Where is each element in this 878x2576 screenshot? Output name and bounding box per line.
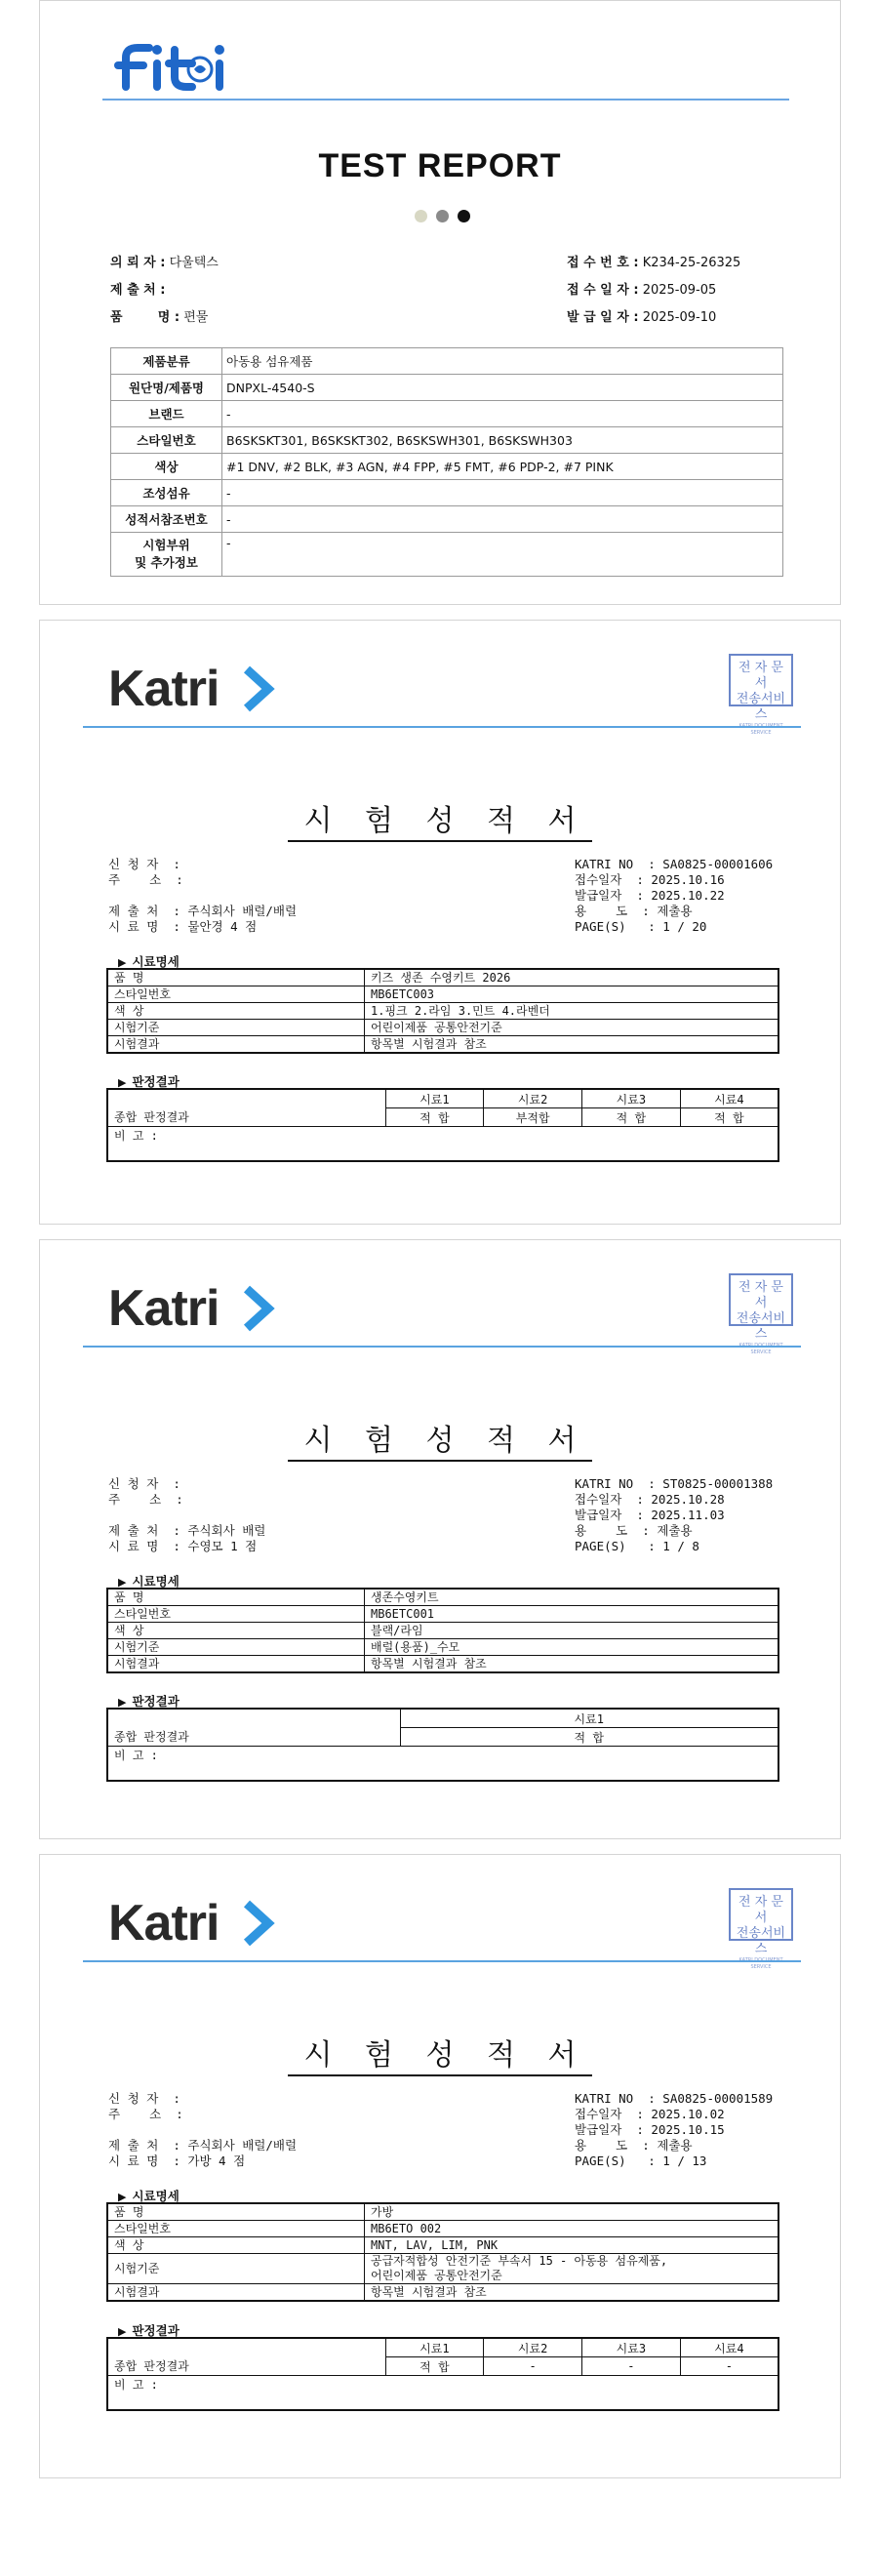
product-info-label: 성적서참조번호 (111, 506, 222, 533)
product-info-row (111, 533, 783, 577)
item-row (110, 306, 208, 325)
sample-header: 시료3 (582, 1089, 681, 1108)
client-key: 의 뢰 자 : (110, 256, 166, 270)
header-divider (102, 99, 789, 101)
sample-verdict: 적 합 (400, 1728, 778, 1747)
product-info-label: 색상 (111, 454, 222, 480)
sample-verdict: 적 합 (582, 1108, 681, 1127)
stamp-line-1: 전 자 문 서 (738, 661, 783, 691)
specimen-row (107, 2284, 778, 2302)
product-info-value: - (222, 480, 783, 506)
specimen-row (107, 1589, 778, 1606)
katri-report-card (39, 620, 841, 1225)
judgement-table (106, 1708, 779, 1782)
specimen-label: 색 상 (107, 2237, 365, 2254)
header-divider (83, 726, 801, 728)
chevron-right-icon (243, 665, 276, 712)
specimen-label: 스타일번호 (107, 1606, 365, 1623)
specimen-value: MB6ETO 002 (365, 2221, 779, 2237)
specimen-label: 시험기준 (107, 2254, 365, 2284)
fiti-logo (110, 38, 237, 93)
specimen-value: 생존수영키트 (365, 1589, 779, 1606)
specimen-section-title: ▶ 시료명세 (118, 2187, 180, 2204)
dot-2 (436, 210, 449, 222)
specimen-row (107, 969, 778, 986)
product-info-row (111, 348, 783, 375)
client-row (110, 252, 219, 270)
specimen-row (107, 1036, 778, 1054)
product-info-row (111, 427, 783, 454)
product-info-value: - (222, 401, 783, 427)
sample-header: 시료4 (680, 2338, 778, 2357)
specimen-label: 품 명 (107, 2203, 365, 2221)
stamp-small-text: SERVICE (750, 1964, 772, 1970)
product-info-row (111, 375, 783, 401)
product-info-row (111, 506, 783, 533)
katri-logo: Katri (108, 1280, 220, 1337)
overall-result-label: 종합 판정결과 (107, 1108, 385, 1127)
overall-result-row (107, 1728, 778, 1747)
specimen-label: 색 상 (107, 1623, 365, 1639)
specimen-label: 시험기준 (107, 1020, 365, 1036)
chevron-right-icon (243, 1900, 276, 1947)
specimen-value: 가방 (365, 2203, 779, 2221)
sample-header: 시료2 (484, 1089, 582, 1108)
chevron-right-icon (243, 1285, 276, 1332)
memo-label: 비 고 : (107, 1127, 778, 1162)
judgement-header-blank (107, 1089, 385, 1108)
specimen-value: 항목별 시험결과 참조 (365, 1036, 779, 1054)
stamp-small-text: SERVICE (750, 1349, 772, 1355)
sample-header: 시료2 (484, 2338, 582, 2357)
specimen-label: 스타일번호 (107, 2221, 365, 2237)
report-title (40, 796, 840, 839)
katri-logo: Katri (108, 1895, 220, 1952)
issue-date-key: 발 급 일 자 : (567, 310, 639, 325)
submitter-key: 제 출 처 : (110, 283, 166, 298)
applicant-block: 신 청 자 : 주 소 : 제 출 처 : 주식회사 배럴 시 료 명 : 수영모 1 점 (108, 1476, 266, 1553)
stamp-line-2: 전송서비스 (736, 692, 786, 722)
specimen-row (107, 986, 778, 1003)
dot-3 (458, 210, 470, 222)
specimen-label: 색 상 (107, 1003, 365, 1020)
sample-header: 시료1 (400, 1709, 778, 1728)
receipt-no-value: K234-25-26325 (642, 256, 741, 270)
report-info-block: KATRI NO : SA0825-00001606 접수일자 : 2025.10.16 발급일자 : 2025.10.22 용 도 : 제출용 PAGE(S) : 1 / 20 (575, 857, 774, 934)
submitter-row (110, 279, 165, 298)
judgement-header-row (107, 1709, 778, 1728)
header-divider (83, 1960, 801, 1962)
receipt-no-row (567, 252, 740, 270)
specimen-value: 1.핑크 2.라임 3.민트 4.라벤더 (365, 1003, 779, 1020)
katri-logo: Katri (108, 661, 220, 717)
judgement-header-row (107, 1089, 778, 1108)
specimen-section-title: ▶ 시료명세 (118, 952, 180, 970)
specimen-value: 블랙/라임 (365, 1623, 779, 1639)
product-info-value: 아동용 섬유제품 (222, 348, 783, 375)
product-info-row (111, 480, 783, 506)
overall-result-label: 종합 판정결과 (107, 1728, 400, 1747)
overall-result-row (107, 1108, 778, 1127)
specimen-label: 시험결과 (107, 1656, 365, 1673)
e-document-stamp (729, 1888, 793, 1970)
specimen-table (106, 2202, 779, 2302)
specimen-value: MNT, LAV, LIM, PNK (365, 2237, 779, 2254)
item-value: 편물 (183, 310, 209, 325)
judgement-table (106, 1088, 779, 1162)
specimen-value: 항목별 시험결과 참조 (365, 1656, 779, 1673)
product-info-value: - (222, 506, 783, 533)
specimen-row (107, 1656, 778, 1673)
stamp-line-1: 전 자 문 서 (738, 1895, 783, 1925)
product-info-value: B6SKSKT301, B6SKSKT302, B6SKSWH301, B6SKSWH303 (222, 427, 783, 454)
sample-header: 시료3 (582, 2338, 681, 2357)
specimen-label: 스타일번호 (107, 986, 365, 1003)
sample-verdict: - (582, 2357, 681, 2376)
sample-header: 시료1 (385, 1089, 484, 1108)
memo-label: 비 고 : (107, 1747, 778, 1782)
dot-1 (415, 210, 427, 222)
overall-result-label: 종합 판정결과 (107, 2357, 385, 2376)
specimen-row (107, 2254, 778, 2284)
judgement-table (106, 2337, 779, 2411)
judgement-section-title: ▶ 판정결과 (118, 1072, 180, 1090)
applicant-block: 신 청 자 : 주 소 : 제 출 처 : 주식회사 배럴/배럴 시 료 명 : 가방 4 점 (108, 2091, 298, 2168)
report-title (40, 1416, 840, 1459)
memo-row (107, 2376, 778, 2411)
specimen-value: MB6ETC003 (365, 986, 779, 1003)
sample-verdict: 적 합 (680, 1108, 778, 1127)
specimen-row (107, 1606, 778, 1623)
katri-report-card (39, 1239, 841, 1839)
specimen-value: 배럴(용품)_수모 (365, 1639, 779, 1656)
memo-row (107, 1127, 778, 1162)
product-info-label: 조성섬유 (111, 480, 222, 506)
specimen-value: MB6ETC001 (365, 1606, 779, 1623)
e-document-stamp (729, 654, 793, 736)
stamp-small-text: SERVICE (750, 730, 772, 736)
stamp-line-2: 전송서비스 (736, 1311, 786, 1342)
specimen-label: 시험결과 (107, 1036, 365, 1054)
product-info-label: 원단명/제품명 (111, 375, 222, 401)
receipt-date-key: 접 수 일 자 : (567, 283, 639, 298)
product-info-row (111, 454, 783, 480)
judgement-header-blank (107, 1709, 400, 1728)
specimen-row (107, 1623, 778, 1639)
sample-verdict: 적 합 (385, 2357, 484, 2376)
client-value: 다울텍스 (169, 256, 219, 270)
specimen-row (107, 1020, 778, 1036)
specimen-table (106, 968, 779, 1054)
report-title-text: 시 험 성 적 서 (288, 804, 591, 842)
specimen-label: 시험결과 (107, 2284, 365, 2302)
specimen-value: 공급자적합성 안전기준 부속서 15 - 아동용 섬유제품, 어린이제품 공통안전기준 (365, 2254, 779, 2284)
stamp-line-1: 전 자 문 서 (738, 1280, 783, 1310)
judgement-section-title: ▶ 판정결과 (118, 2321, 180, 2339)
specimen-row (107, 2221, 778, 2237)
sample-verdict: 적 합 (385, 1108, 484, 1127)
specimen-value: 키즈 생존 수영키트 2026 (365, 969, 779, 986)
report-info-block: KATRI NO : SA0825-00001589 접수일자 : 2025.10.02 발급일자 : 2025.10.15 용 도 : 제출용 PAGE(S) : 1 / 13 (575, 2091, 774, 2168)
sample-header: 시료1 (385, 2338, 484, 2357)
issue-date-row (567, 306, 716, 325)
receipt-date-value: 2025-09-05 (642, 283, 717, 298)
product-info-label: 시험부위 및 추가정보 (111, 533, 222, 577)
product-info-value: DNPXL-4540-S (222, 375, 783, 401)
overall-result-row (107, 2357, 778, 2376)
sample-verdict: - (680, 2357, 778, 2376)
report-title-text: 시 험 성 적 서 (288, 1424, 591, 1462)
sample-verdict: - (484, 2357, 582, 2376)
product-info-label: 제품분류 (111, 348, 222, 375)
specimen-value: 항목별 시험결과 참조 (365, 2284, 779, 2302)
product-info-value: - (222, 533, 783, 577)
receipt-date-row (567, 279, 716, 298)
product-info-table (110, 347, 783, 577)
receipt-no-key: 접 수 번 호 : (567, 256, 639, 270)
report-info-block: KATRI NO : ST0825-00001388 접수일자 : 2025.10.28 발급일자 : 2025.11.03 용 도 : 제출용 PAGE(S) : 1 / 8 (575, 1476, 774, 1553)
specimen-row (107, 2203, 778, 2221)
judgement-section-title: ▶ 판정결과 (118, 1692, 180, 1710)
judgement-header-blank (107, 2338, 385, 2357)
product-info-value: #1 DNV, #2 BLK, #3 AGN, #4 FPP, #5 FMT, #6 PDP-2, #7 PINK (222, 454, 783, 480)
header-divider (83, 1346, 801, 1348)
memo-row (107, 1747, 778, 1782)
report-title (40, 2031, 840, 2073)
product-info-label: 브랜드 (111, 401, 222, 427)
katri-report-card (39, 1854, 841, 2478)
e-document-stamp (729, 1273, 793, 1355)
specimen-section-title: ▶ 시료명세 (118, 1572, 180, 1590)
dot-indicator (415, 208, 479, 226)
judgement-header-row (107, 2338, 778, 2357)
report-title-text: 시 험 성 적 서 (288, 2038, 591, 2076)
product-info-row (111, 401, 783, 427)
specimen-row (107, 2237, 778, 2254)
sample-verdict: 부적합 (484, 1108, 582, 1127)
specimen-table (106, 1588, 779, 1673)
specimen-row (107, 1003, 778, 1020)
issue-date-value: 2025-09-10 (642, 310, 717, 325)
stamp-line-2: 전송서비스 (736, 1926, 786, 1956)
specimen-label: 시험기준 (107, 1639, 365, 1656)
specimen-value: 어린이제품 공통안전기준 (365, 1020, 779, 1036)
fiti-report-card (39, 0, 841, 605)
sample-header: 시료4 (680, 1089, 778, 1108)
specimen-label: 품 명 (107, 1589, 365, 1606)
item-key: 품 명 : (110, 310, 180, 325)
applicant-block: 신 청 자 : 주 소 : 제 출 처 : 주식회사 배럴/배럴 시 료 명 : 물안경 4 점 (108, 857, 298, 934)
specimen-row (107, 1639, 778, 1656)
product-info-label: 스타일번호 (111, 427, 222, 454)
memo-label: 비 고 : (107, 2376, 778, 2411)
report-title: TEST REPORT (318, 147, 562, 184)
specimen-label: 품 명 (107, 969, 365, 986)
